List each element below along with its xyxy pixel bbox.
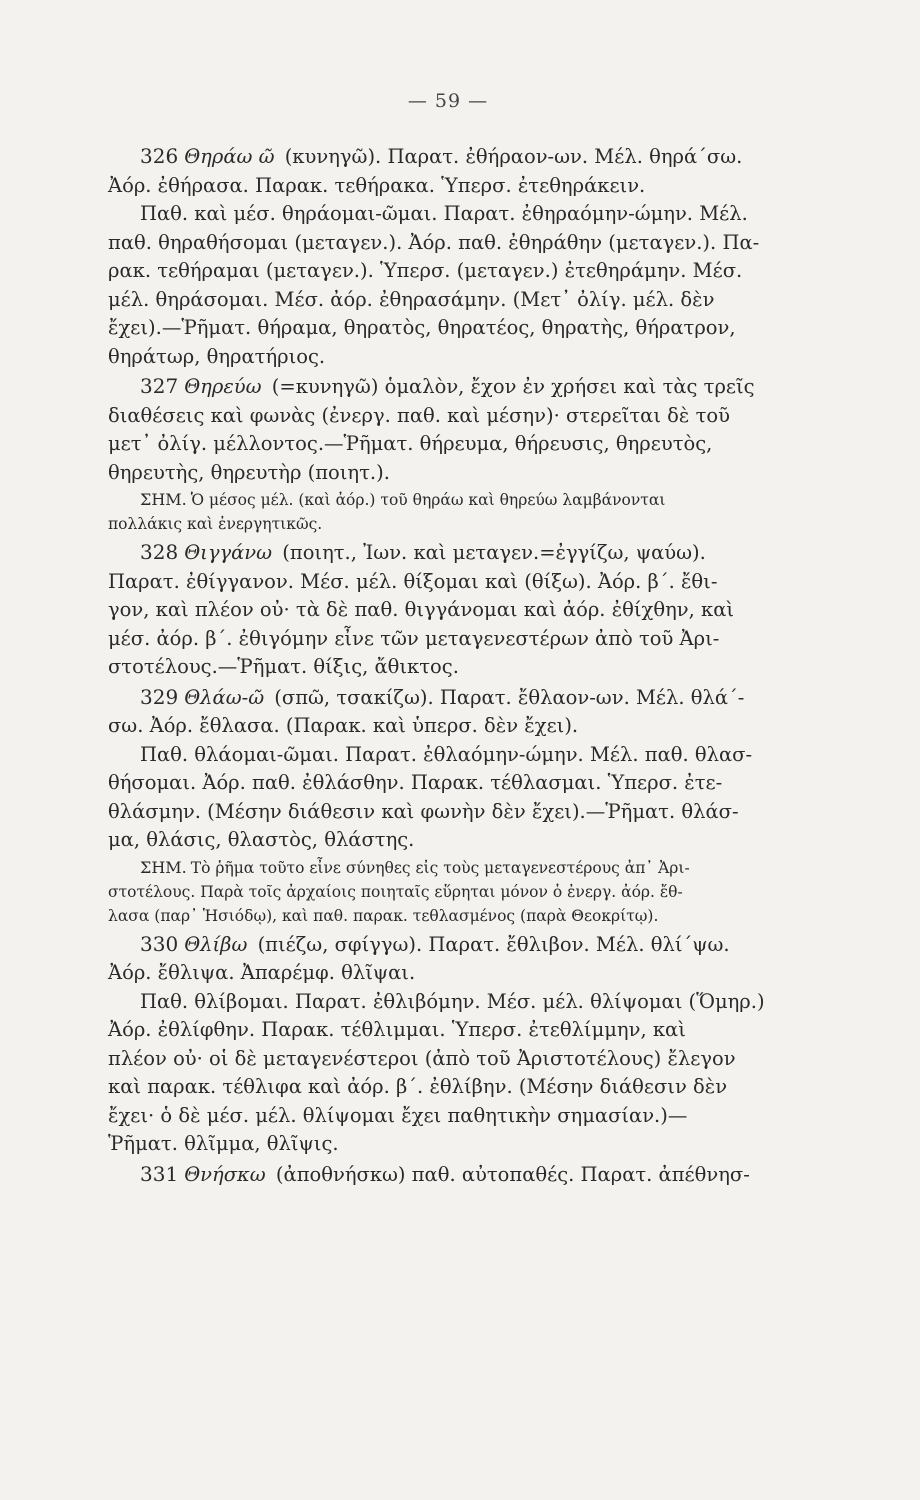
entry-headword: Θηρεύω [184,375,262,398]
entry-line: καὶ παρακ. τέθλιφα καὶ ἀόρ. β΄. ἐθλίβην. (Μέσην διάθεσιν δὲν [108,1075,728,1098]
entry-headword: Θηράω ῶ [184,145,275,168]
entry-number: 328 [140,540,179,564]
entry-327 [108,372,788,487]
entry-line: μέσ. ἀόρ. β΄. ἐθιγόμην εἶνε τῶν μεταγενεστέρων ἀπὸ τοῦ Ἀρι- [108,626,720,650]
entry-line: στοτέλους.—Ῥῆματ. θίξις, ἄθικτος. [108,655,459,678]
entry-line: ρακ. τεθήραμαι (μεταγεν.). Ὑπερσ. (μεταγεν.) ἐτεθηράμην. Μέσ. [108,259,743,282]
entry-line: μέλ. θηράσομαι. Μέσ. ἀόρ. ἐθηρασάμην. (Μετ᾽ ὀλίγ. μέλ. δὲν [108,287,715,311]
entry-headword: Θιγγάνω [184,541,273,564]
entry-line: Παρατ. ἐθίγγανον. Μέσ. μέλ. θίξομαι καὶ (θίξω). Ἀόρ. β΄. ἔθι- [108,569,718,593]
entry-line: (πιέζω, σφίγγω). Παρατ. ἔθλιβον. Μέλ. θλί΄ψω. [257,932,730,956]
entry-line: μετ᾽ ὀλίγ. μέλλοντος.—Ῥῆματ. θήρευμα, θήρευσις, θηρευτὸς, [108,432,713,455]
note-line: Ὁ μέσος μέλ. (καὶ ἀόρ.) τοῦ θηράω καὶ θηρεύω λαμβάνονται [190,491,666,509]
entry-line: Ἀόρ. ἐθλίφθην. Παρακ. τέθλιμμαι. Ὑπερσ. ἐτεθλίμμην, καὶ [108,1018,686,1041]
entry-headword: Θλάω-ῶ [184,685,265,709]
entry-line: Παθ. θλίβομαι. Παρατ. ἐθλιβόμην. Μέσ. μέλ. θλίψομαι (Ὅμηρ.) [140,989,765,1013]
entry-line: σω. Ἀόρ. ἔθλασα. (Παρακ. καὶ ὑπερσ. δὲν ἔχει). [108,714,579,737]
entry-line: θλάσμην. (Μέσην διάθεσιν καὶ φωνὴν δὲν ἔχει).—Ῥῆματ. θλάσ- [108,799,739,823]
entry-line: (κυνηγῶ). Παρατ. ἐθήραον-ων. Μέλ. θηρά΄σω. [284,145,743,168]
entry-number: 326 [140,144,179,168]
note-label: ΣΗΜ. [140,490,187,509]
note-line: Τὸ ῥῆμα τοῦτο εἶνε σύνηθες εἰς τοὺς μεταγενεστέρους ἀπ᾽ Ἀρι- [190,858,690,877]
entry-line: πλέον οὐ· οἱ δὲ μεταγενέστεροι (ἀπὸ τοῦ Ἀριστοτέλους) ἔλεγον [108,1046,736,1070]
entry-line: Ῥῆματ. θλῖμμα, θλῖψις. [108,1132,339,1155]
entry-line: Παθ. καὶ μέσ. θηράομαι-ῶμαι. Παρατ. ἐθηραόμην-ώμην. Μέλ. [140,202,748,225]
entry-line: (σπῶ, τσακίζω). Παρατ. ἔθλαον-ων. Μέλ. θλά΄- [274,685,745,709]
entry-headword: Θνήσκω [184,1162,266,1186]
note-line: λασα (παρ᾽ Ἡσιόδῳ), καὶ παθ. παρακ. τεθλασμένος (παρὰ Θεοκρίτῳ). [108,906,659,925]
entry-line: θηρευτὴς, θηρευτὴρ (ποιητ.). [108,460,390,484]
entry-line: ἔχει).—Ῥῆματ. θήραμα, θηρατὸς, θηρατέος, θηρατὴς, θήρατρον, [108,316,736,339]
entry-line: γον, καὶ πλέον οὐ· τὰ δὲ παθ. θιγγάνομαι καὶ ἀόρ. ἐθίχθην, καὶ [108,598,735,621]
entry-line: (ποιητ., Ἰων. καὶ μεταγεν.=ἐγγίζω, ψαύω). [282,541,706,564]
entry-330 [108,930,788,1159]
note-sim-2 [108,856,788,928]
page [108,90,788,1190]
page-number: — 59 — [407,90,489,112]
entry-line: διαθέσεις καὶ φωνὰς (ἐνεργ. παθ. καὶ μέσην)· στερεῖται δὲ τοῦ [108,403,730,427]
entry-line: (ἀποθνήσκω) παθ. αὐτοπαθές. Παρατ. ἀπέθνησ- [275,1162,750,1186]
entry-number: 330 [140,931,179,956]
entry-line: (=κυνηγῶ) ὁμαλὸν, ἔχον ἐν χρήσει καὶ τὰς τρεῖς [271,375,755,398]
note-sim-1 [108,488,788,536]
note-line: πολλάκις καὶ ἐνεργητικῶς. [108,515,323,533]
entry-line: θήσομαι. Ἀόρ. παθ. ἐθλάσθην. Παρακ. τέθλασμαι. Ὑπερσ. ἐτε- [108,771,723,794]
entry-number: 327 [140,374,179,398]
entry-line: παθ. θηραθήσομαι (μεταγεν.). Ἀόρ. παθ. ἐθηράθην (μεταγεν.). Πα- [108,230,760,254]
entry-331 [108,1160,788,1190]
entry-line: ἔχει· ὁ δὲ μέσ. μέλ. θλίψομαι ἔχει παθητικὴν σημασίαν.)— [108,1103,688,1127]
note-label: ΣΗΜ. [140,857,187,877]
entry-line: Παθ. θλάομαι-ῶμαι. Παρατ. ἐθλαόμην-ώμην. Μέλ. παθ. θλασ- [140,742,753,766]
entry-line: Ἀόρ. ἔθλιψα. Ἀπαρέμφ. θλῖψαι. [108,961,416,984]
entry-headword: Θλίβω [184,932,248,956]
entry-line: θηράτωρ, θηρατήριος. [108,344,326,368]
entry-line: Ἀόρ. ἐθήρασα. Παρακ. τεθήρακα. Ὑπερσ. ἐτεθηράκειν. [108,173,646,197]
note-line: στοτέλους. Παρὰ τοῖς ἀρχαίοις ποιηταῖς εὕρηται μόνον ὁ ἐνεργ. ἀόρ. ἔθ- [108,882,683,901]
entry-329 [108,683,788,855]
entry-326 [108,142,788,371]
entry-number: 331 [140,1161,179,1186]
entry-328 [108,538,788,682]
entry-number: 329 [140,684,179,709]
entry-line: μα, θλάσις, θλαστὸς, θλάστης. [108,828,415,851]
